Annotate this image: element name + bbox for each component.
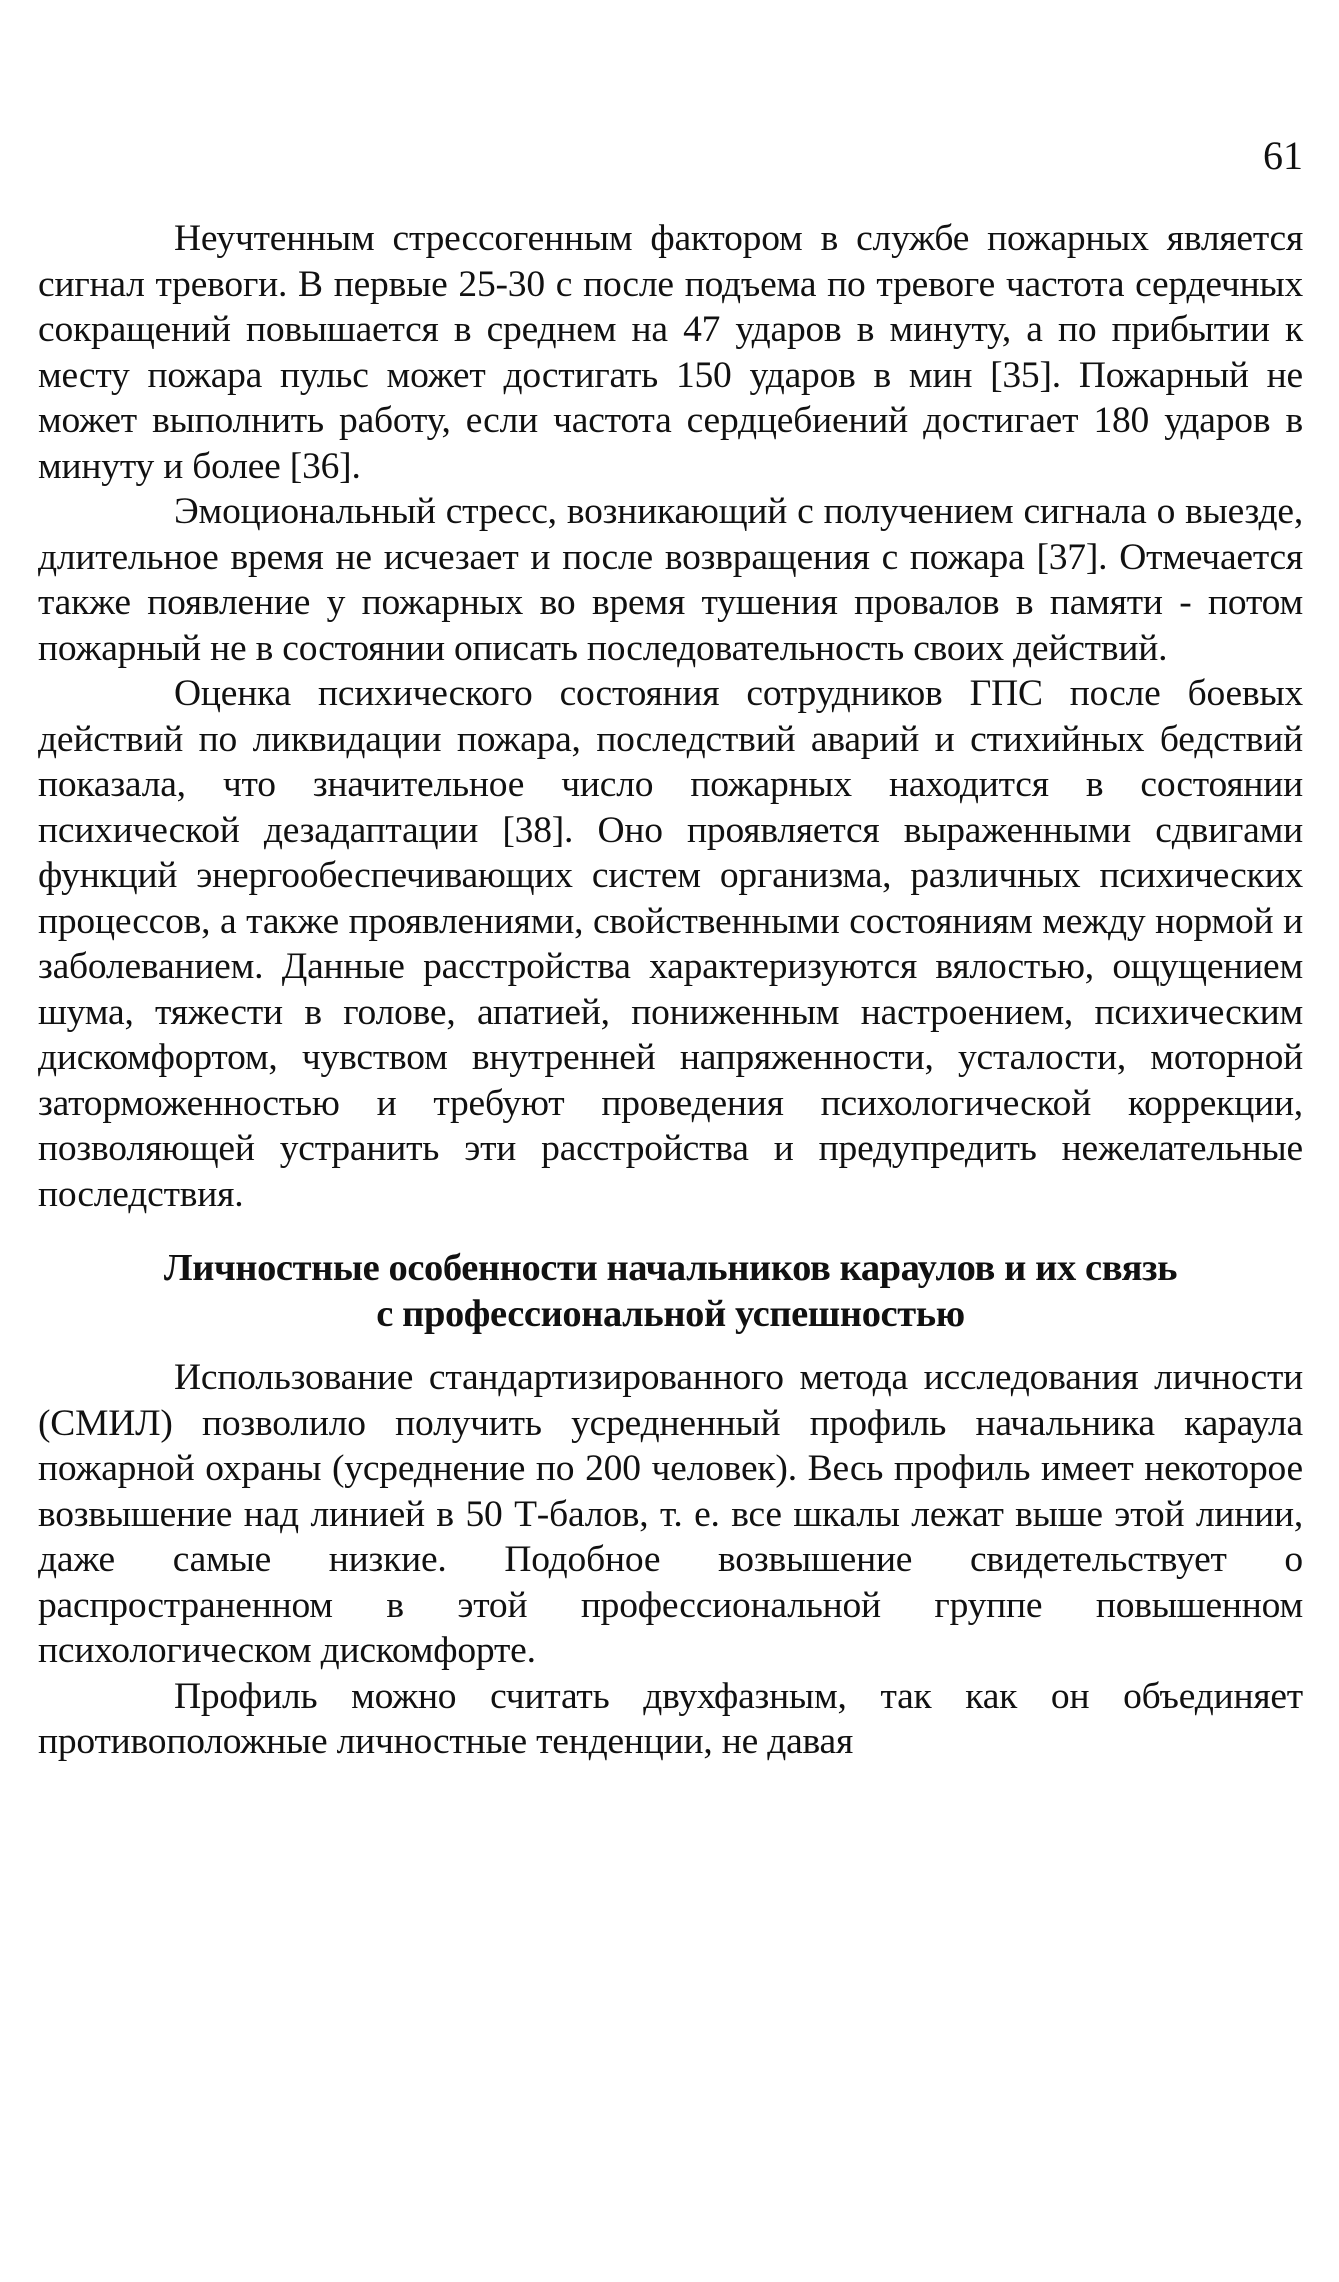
paragraph-biphasic-profile: Профиль можно считать двухфазным, так как он объединяет противоположные личностные тенденции, не давая (38, 1675, 1303, 1762)
paragraph-smil-profile: Использование стандартизированного метода исследования личности (СМИЛ) позволило получить усредненный профиль начальника караула пожарной охраны (усреднение по 200 человек). Весь профиль имеет некоторое возвышение над линией в 50 Т-балов, т. е. все шкалы лежат выше этой линии, даже самые низкие. Подобное возвышение свидетельствует о распространенном в этой профессиональной группе повышенном психологическом дискомфорте. (38, 1357, 1303, 1671)
paragraph-emotional-stress: Эмоциональный стресс, возникающий с получением сигнала о выезде, длительное время не исчезает и после возвращения с пожара [37]. Отмечается также появление у пожарных во время тушения провалов в памяти - потом пожарный не в состоянии описать последовательность своих действий. (38, 491, 1303, 669)
paragraph-psychological-state: Оценка психического состояния сотрудников ГПС после боевых действий по ликвидации пожара, последствий аварий и стихийных бедствий показала, что значительное число пожарных находится в состоянии психической дезадаптации [38]. Оно проявляется выраженными сдвигами функций энергообеспечивающих систем организма, различных психических процессов, а также проявлениями, свойственными состояниям между нормой и заболеванием. Данные расстройства характеризуются вялостью, ощущением шума, тяжести в голове, апатией, пониженным настроением, психическим дискомфортом, чувством внутренней напряженности, усталости, моторной заторможенностью и требуют проведения психологической коррекции, позволяющей устранить эти расстройства и предупредить нежелательные последствия. (38, 673, 1303, 1215)
page-content (38, 216, 1303, 1765)
section-heading-line-2: с профессиональной успешностью (376, 1293, 965, 1335)
section-heading-line-1: Личностные особенности начальников караулов и их связь (163, 1247, 1178, 1289)
section-heading (38, 1245, 1303, 1337)
page-number: 61 (1263, 133, 1303, 178)
paragraph-alarm-signal: Неучтенным стрессогенным фактором в службе пожарных является сигнал тревоги. В первые 25-30 с после подъема по тревоге частота сердечных сокращений повышается в среднем на 47 ударов в минуту, а по прибытии к месту пожара пульс может достигать 150 ударов в мин [35]. Пожарный не может выполнить работу, если частота сердцебиений достигает 180 ударов в минуту и более [36]. (38, 218, 1303, 487)
